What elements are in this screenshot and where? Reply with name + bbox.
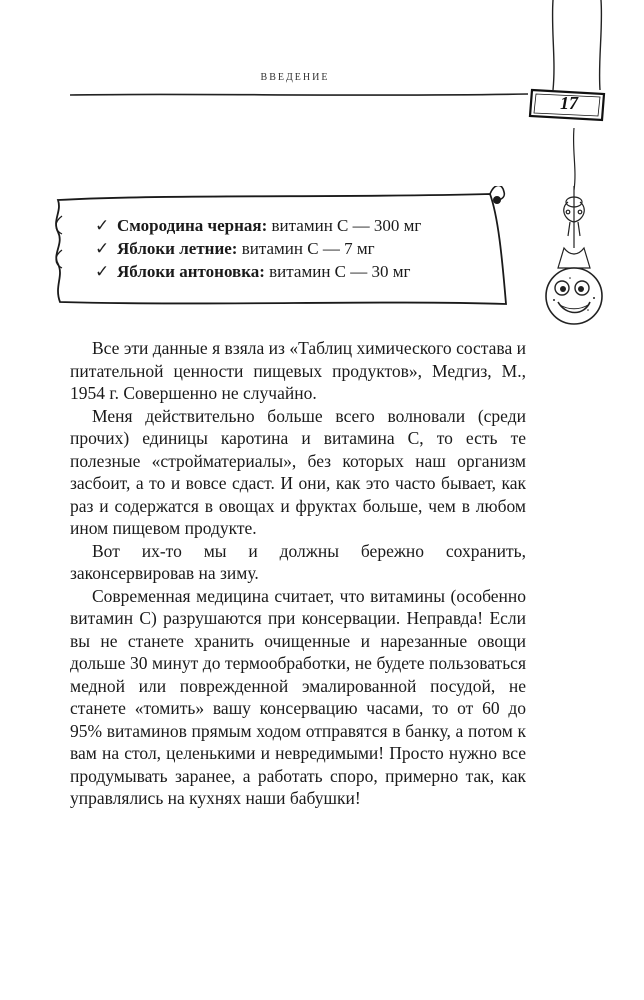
mascot-illustration <box>540 178 644 338</box>
paragraph: Вот их-то мы и должны бережно сохранить, законсервировав на зиму. <box>70 540 526 583</box>
vitamin-list <box>95 214 421 283</box>
checkmark-icon: ✓ <box>95 262 110 281</box>
list-item <box>95 260 421 283</box>
trumpet-icon <box>558 186 590 268</box>
page-number: 17 <box>560 93 578 113</box>
item-value: витамин С — 7 мг <box>241 239 375 258</box>
paragraph: Меня действительно больше всего волновали (среди прочих) единицы каротина и витамина С, то есть те полезные «стройматериалы», без которых наш организм засбоит, а то и вовсе сдаст. И они, как это часто бывает, как раз и содержатся в овощах и фруктах больше, чем в любом ином пищевом продукте. <box>70 405 526 538</box>
list-item <box>95 214 421 237</box>
item-name: Яблоки антоновка: <box>117 262 265 281</box>
list-item <box>95 237 421 260</box>
header-rule <box>70 91 530 99</box>
checkmark-icon: ✓ <box>95 239 110 258</box>
item-value: витамин С — 30 мг <box>269 262 411 281</box>
item-value: витамин С — 300 мг <box>271 216 422 235</box>
smiling-ball-icon <box>546 268 602 324</box>
running-header: ВВЕДЕНИЕ <box>260 72 330 83</box>
paragraph: Современная медицина считает, что витамины (особенно витамин С) разрушаются при консервации. Неправда! Если вы не станете хранить очищенные и нарезанные овощи дольше 30 минут до термообработки, не будете пользоваться медной или поврежденной эмалированной посудой, не станете «томить» вашу консервацию часами, то от 60 до 95% витаминов прямым ходом отправятся в банку, а потом к вам на стол, целенькими и невредимыми! Просто нужно все продумывать заранее, а работать споро, примерно так, как управлялись на кухнях наши бабушки! <box>70 585 526 808</box>
paragraph: Все эти данные я взяла из «Таблиц химического состава и питательной ценности пищевых продуктов», Медгиз, М., 1954 г. Совершенно не случайно. <box>70 338 526 403</box>
item-name: Яблоки летние: <box>117 239 238 258</box>
checkmark-icon: ✓ <box>95 216 110 235</box>
body-text <box>70 337 526 810</box>
item-name: Смородина черная: <box>117 216 268 235</box>
